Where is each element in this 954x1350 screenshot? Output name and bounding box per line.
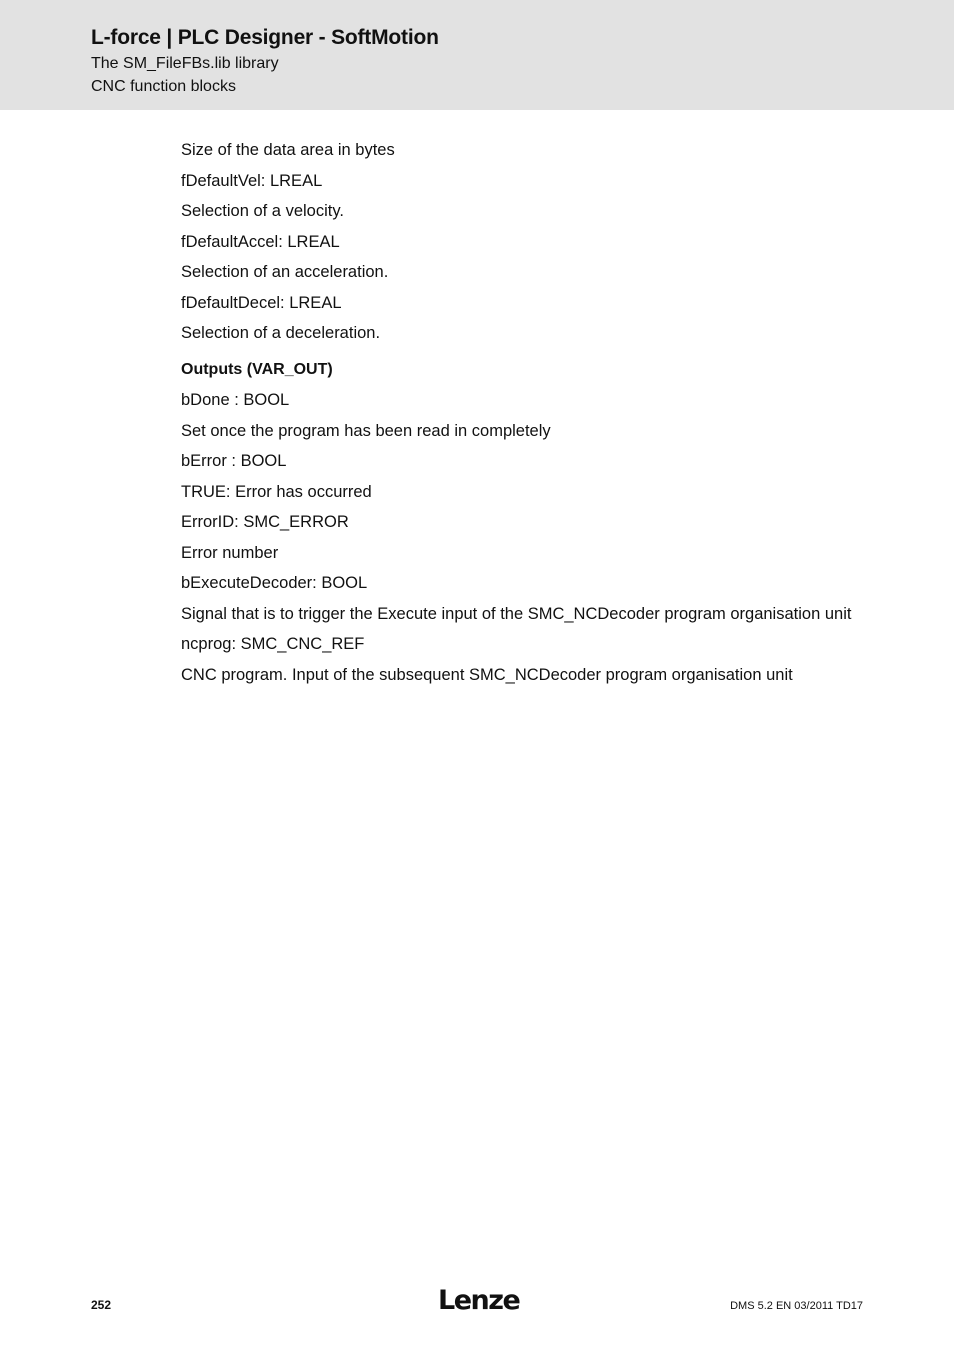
variable-declaration: fDefaultVel: LREAL	[181, 171, 323, 190]
text-line: Selection of a deceleration.	[181, 324, 381, 342]
page-number: 252	[91, 1298, 112, 1312]
variable-declaration: fDefaultDecel: LREAL	[181, 293, 342, 312]
document-reference: DMS 5.2 EN 03/2011 TD17	[730, 1300, 863, 1312]
document-title: L-force | PLC Designer - SoftMotion	[91, 26, 439, 49]
variable-declaration: ErrorID: SMC_ERROR	[181, 513, 349, 531]
variable-declaration: bExecuteDecoder: BOOL	[181, 574, 368, 592]
text-line: TRUE: Error has occurred	[181, 482, 372, 501]
text-line: Selection of a velocity.	[181, 202, 344, 220]
text-line: CNC program. Input of the subsequent SMC_NCDecoder program organisation unit	[181, 665, 793, 684]
variable-declaration: fDefaultAccel: LREAL	[181, 232, 340, 251]
page-header	[0, 0, 954, 110]
text-line: Set once the program has been read in completely	[181, 421, 551, 440]
text-line: Selection of an acceleration.	[181, 263, 389, 281]
text-line: Size of the data area in bytes	[181, 141, 395, 159]
text-line: Signal that is to trigger the Execute input of the SMC_NCDecoder program organisation unit	[181, 604, 852, 623]
variable-declaration: ncprog: SMC_CNC_REF	[181, 635, 365, 653]
text-line: Error number	[181, 543, 279, 562]
variable-declaration: bDone : BOOL	[181, 391, 290, 409]
subsection-title: CNC function blocks	[91, 78, 236, 95]
lenze-logo: Lenze	[438, 1285, 520, 1316]
variable-declaration: bError : BOOL	[181, 452, 287, 470]
page-content	[181, 140, 871, 695]
outputs-heading: Outputs (VAR_OUT)	[181, 361, 333, 378]
section-title: The SM_FileFBs.lib library	[91, 55, 279, 72]
